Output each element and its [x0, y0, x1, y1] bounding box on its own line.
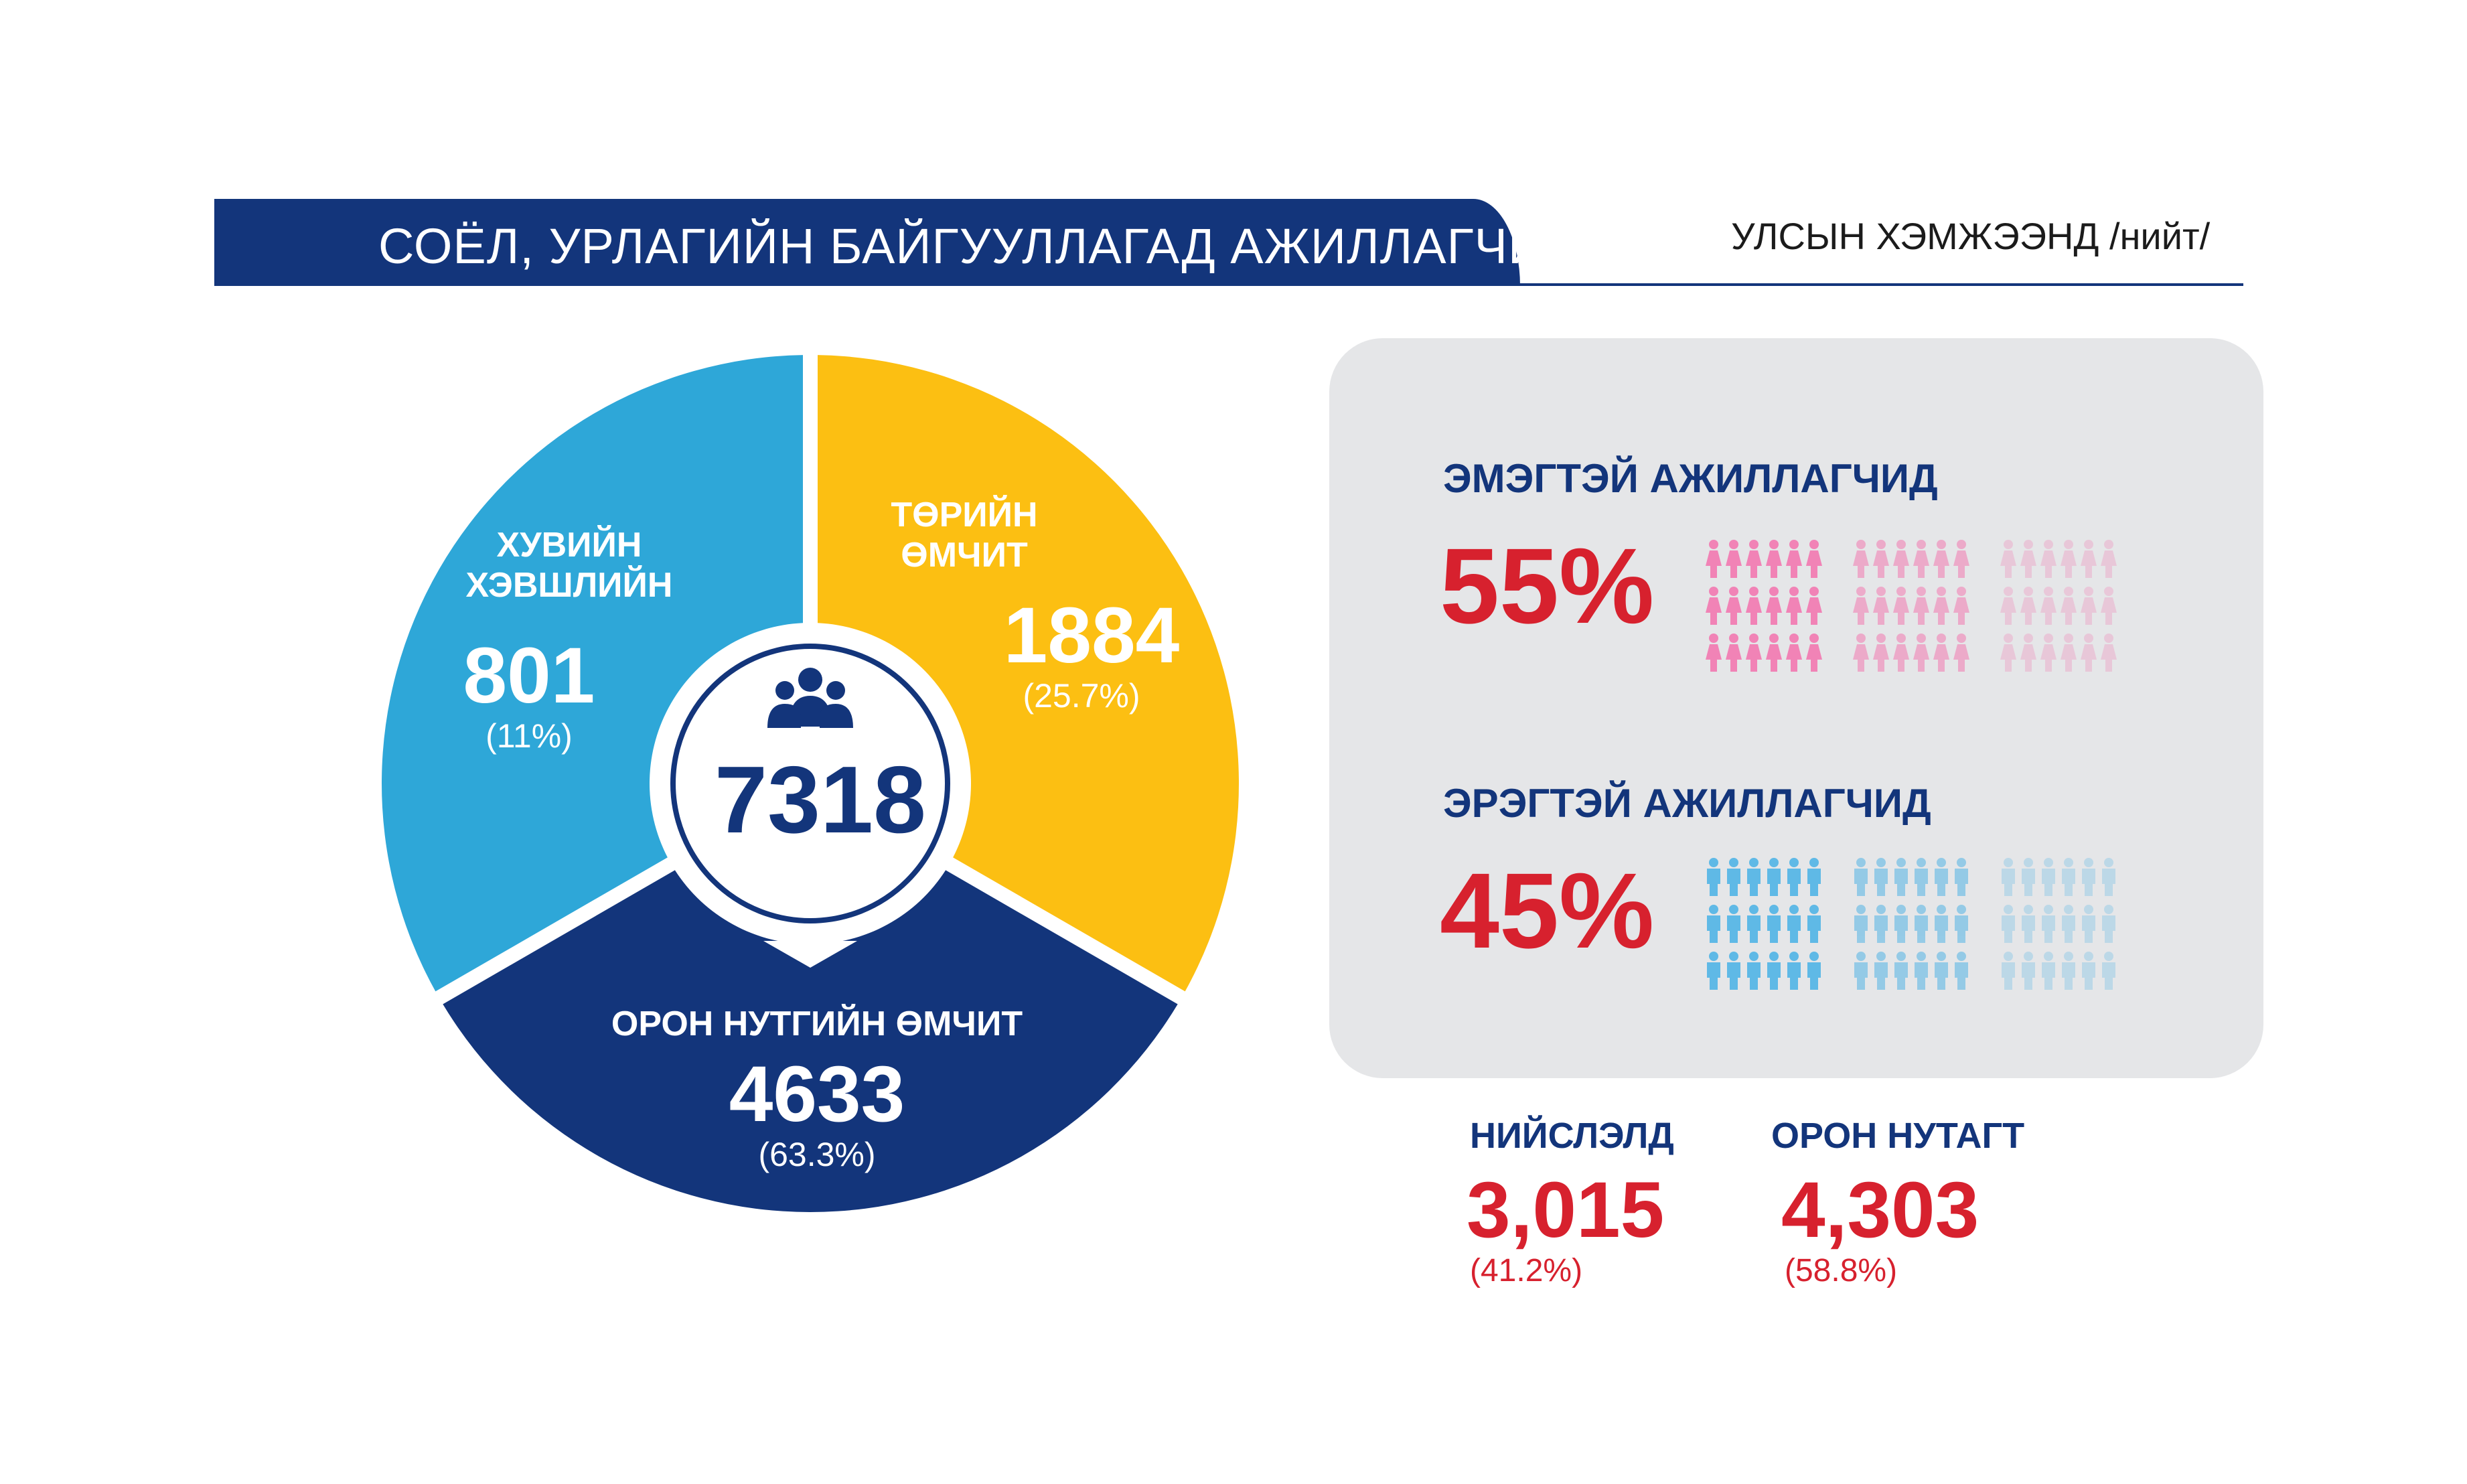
page-title: СОЁЛ, УРЛАГИЙН БАЙГУУЛЛАГАД АЖИЛЛАГЧИД [378, 218, 1579, 274]
woman-icon [1953, 587, 1969, 625]
woman-icon [1766, 587, 1782, 625]
man-icon [1915, 858, 1928, 896]
man-icon [1707, 952, 1720, 990]
woman-icon [2081, 540, 2097, 578]
region-capital-label: НИЙСЛЭЛД [1470, 1116, 1674, 1156]
female-title: ЭМЭГТЭЙ АЖИЛЛАГЧИД [1443, 456, 1938, 501]
woman-icon [1853, 587, 1869, 625]
woman-icon [1726, 540, 1742, 578]
woman-icon [2020, 587, 2036, 625]
woman-icon [1893, 587, 1909, 625]
man-icon [1874, 952, 1888, 990]
woman-icon [1853, 540, 1869, 578]
woman-icon [1873, 634, 1889, 672]
segment-private-name-1: ХУВИЙН [496, 526, 642, 565]
man-icon [1747, 952, 1761, 990]
woman-icon [1766, 634, 1782, 672]
woman-icon [1933, 634, 1949, 672]
man-icon [1767, 858, 1781, 896]
woman-icon [1706, 540, 1722, 578]
man-icon [1874, 858, 1888, 896]
woman-icon [2000, 540, 2016, 578]
man-icon [1874, 905, 1888, 943]
segment-local-percent: (63.3%) [758, 1136, 876, 1173]
woman-icon [2061, 540, 2077, 578]
woman-icon [2061, 634, 2077, 672]
scope-label: УЛСЫН ХЭМЖЭЭНД /нийт/ [1731, 215, 2211, 257]
man-icon [1955, 905, 1968, 943]
woman-icon [1953, 634, 1969, 672]
woman-icon [1893, 540, 1909, 578]
region-rural-value: 4,303 [1781, 1166, 1979, 1254]
man-icon [1955, 858, 1968, 896]
man-icon [1727, 905, 1740, 943]
woman-icon [1766, 540, 1782, 578]
woman-icon [2040, 540, 2057, 578]
woman-icon [1913, 587, 1929, 625]
woman-icon [1853, 634, 1869, 672]
man-icon [1707, 858, 1720, 896]
woman-icon [1786, 634, 1802, 672]
woman-icon [1806, 587, 1822, 625]
woman-icon [2000, 587, 2016, 625]
man-icon [1787, 952, 1801, 990]
woman-icon [2061, 587, 2077, 625]
man-icon [1807, 905, 1821, 943]
man-icon [1727, 952, 1740, 990]
woman-icon [1786, 540, 1802, 578]
man-icon [1854, 952, 1868, 990]
segment-state-percent: (25.7%) [1023, 677, 1140, 715]
man-icon [1727, 858, 1740, 896]
header-underline [1473, 283, 2243, 286]
woman-icon [2020, 634, 2036, 672]
man-icon [2102, 905, 2115, 943]
man-icon [1894, 905, 1908, 943]
woman-icon [1786, 587, 1802, 625]
man-icon [1935, 952, 1948, 990]
man-icon [2062, 858, 2075, 896]
woman-icon [1746, 634, 1762, 672]
segment-private-value: 801 [463, 632, 595, 720]
man-icon [1955, 952, 1968, 990]
woman-icon [1706, 634, 1722, 672]
woman-icon [1746, 587, 1762, 625]
man-icon [2082, 952, 2095, 990]
segment-local-name: ОРОН НУТГИЙН ӨМЧИТ [611, 1005, 1023, 1043]
segment-state-value: 1884 [1003, 591, 1180, 680]
man-icon [1854, 905, 1868, 943]
man-icon [1894, 858, 1908, 896]
total-employees-value: 7318 [715, 747, 926, 853]
woman-icon [2081, 587, 2097, 625]
man-icon [1707, 905, 1720, 943]
man-icon [1747, 905, 1761, 943]
segment-state-name-2: ӨМЧИТ [901, 536, 1028, 575]
female-icon-grid [1704, 539, 2133, 673]
woman-icon [1933, 540, 1949, 578]
woman-icon [2040, 587, 2057, 625]
segment-private-percent: (11%) [485, 717, 573, 755]
region-capital-value: 3,015 [1467, 1166, 1665, 1254]
man-icon [1854, 858, 1868, 896]
man-icon [2022, 858, 2035, 896]
man-icon [1894, 952, 1908, 990]
region-rural-percent: (58.8%) [1785, 1253, 1898, 1288]
woman-icon [2101, 540, 2117, 578]
woman-icon [1933, 587, 1949, 625]
man-icon [1915, 952, 1928, 990]
man-icon [1807, 858, 1821, 896]
woman-icon [1746, 540, 1762, 578]
man-icon [2022, 952, 2035, 990]
man-icon [1767, 905, 1781, 943]
woman-icon [1706, 587, 1722, 625]
man-icon [2102, 858, 2115, 896]
woman-icon [2040, 634, 2057, 672]
man-icon [2082, 858, 2095, 896]
man-icon [2102, 952, 2115, 990]
woman-icon [2081, 634, 2097, 672]
man-icon [2042, 952, 2055, 990]
woman-icon [2101, 634, 2117, 672]
segment-local-value: 4633 [729, 1050, 905, 1138]
man-icon [1935, 858, 1948, 896]
man-icon [1747, 858, 1761, 896]
woman-icon [1873, 540, 1889, 578]
man-icon [2002, 952, 2015, 990]
female-percent: 55% [1440, 526, 1655, 646]
woman-icon [1873, 587, 1889, 625]
woman-icon [2000, 634, 2016, 672]
man-icon [1935, 905, 1948, 943]
man-icon [2002, 858, 2015, 896]
man-icon [2022, 905, 2035, 943]
woman-icon [1806, 634, 1822, 672]
man-icon [1787, 858, 1801, 896]
man-icon [2062, 952, 2075, 990]
man-icon [2042, 858, 2055, 896]
woman-icon [1953, 540, 1969, 578]
segment-state-name-1: ТӨРИЙН [891, 496, 1038, 534]
segment-private-name-2: ХЭВШЛИЙН [465, 566, 673, 605]
man-icon [1807, 952, 1821, 990]
region-rural-label: ОРОН НУТАГТ [1771, 1116, 2025, 1156]
male-icon-grid [1704, 857, 2133, 991]
man-icon [1767, 952, 1781, 990]
man-icon [2042, 905, 2055, 943]
man-icon [2002, 905, 2015, 943]
woman-icon [1726, 634, 1742, 672]
woman-icon [2020, 540, 2036, 578]
woman-icon [1893, 634, 1909, 672]
man-icon [1787, 905, 1801, 943]
male-percent: 45% [1440, 850, 1655, 970]
woman-icon [1913, 634, 1929, 672]
woman-icon [1806, 540, 1822, 578]
woman-icon [2101, 587, 2117, 625]
man-icon [2062, 905, 2075, 943]
woman-icon [1726, 587, 1742, 625]
region-capital-percent: (41.2%) [1470, 1253, 1583, 1288]
man-icon [2082, 905, 2095, 943]
man-icon [1915, 905, 1928, 943]
woman-icon [1913, 540, 1929, 578]
male-title: ЭРЭГТЭЙ АЖИЛЛАГЧИД [1443, 781, 1931, 826]
